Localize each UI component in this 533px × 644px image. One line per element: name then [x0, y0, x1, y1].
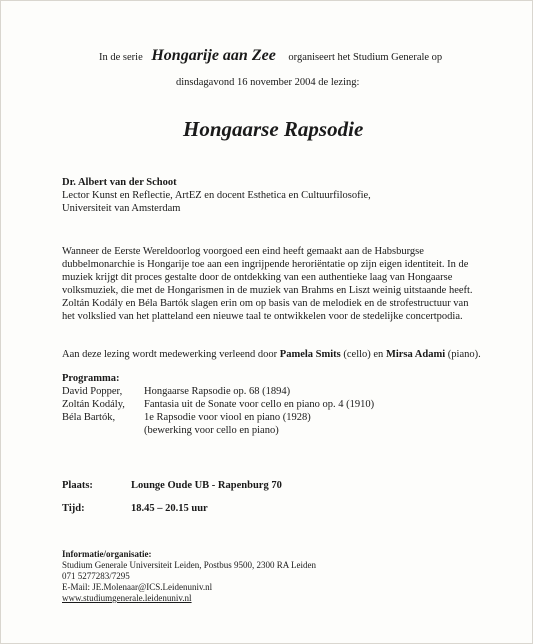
- programme-composer: David Popper,: [62, 386, 123, 397]
- cooperation-line: [62, 348, 481, 361]
- programme-composer: Béla Bartók,: [62, 412, 116, 423]
- time-value: 18.45 – 20.15 uur: [131, 503, 208, 514]
- programme-composer: Zoltán Kodály,: [62, 399, 125, 410]
- programme-list: [62, 385, 374, 437]
- description-line: het volkslied van het platteland een nieuwe taal te ontwikkelen voor de stedelijke concertpodia.: [62, 311, 463, 322]
- programme-item: [62, 385, 374, 398]
- programme-heading: Programma:: [62, 373, 120, 384]
- description-line: volksmuziek, die met de Hongarismen in de muziek van Brahms en Liszt weinig uitstaande heeft.: [62, 285, 473, 296]
- info-email[interactable]: E-Mail: JE.Molenaar@ICS.Leidenuniv.nl: [62, 582, 213, 592]
- series-suffix: organiseert het Studium Generale op: [288, 52, 443, 63]
- info-website-link[interactable]: www.studiumgenerale.leidenuniv.nl: [62, 593, 192, 603]
- performer-name: Mirsa Adami: [385, 349, 446, 360]
- performer-instrument: (piano).: [447, 349, 481, 360]
- description-line: muziek krijgt dit proces gestalte door de ontdekking van een authentieke laag van Hongaarse: [62, 272, 453, 283]
- programme-work: Hongaarse Rapsodie op. 68 (1894): [144, 386, 291, 397]
- programme-note-row: [62, 424, 374, 437]
- info-phone: 071 5277283/7295: [62, 571, 130, 581]
- info-heading: Informatie/organisatie:: [62, 549, 152, 559]
- lecture-title: Hongaarse Rapsodie: [183, 117, 364, 141]
- performer-name: Pamela Smits: [279, 349, 341, 360]
- description-line: Wanneer de Eerste Wereldoorlog voorgoed een eind heeft gemaakt aan de Habsburgse: [62, 246, 424, 257]
- programme-work: 1e Rapsodie voor viool en piano (1928): [144, 412, 311, 423]
- series-name: Hongarije aan Zee: [151, 47, 276, 64]
- performer-instrument: (cello) en: [343, 349, 384, 360]
- time-label: Tijd:: [62, 503, 85, 514]
- description-line: Zoltán Kodály en Béla Bartók slagen erin om op basis van de melodiek en de strofestructuur van: [62, 298, 469, 309]
- location-value: Lounge Oude UB - Rapenburg 70: [131, 480, 282, 491]
- speaker-role-line1: Lector Kunst en Reflectie, ArtEZ en docent Esthetica en Cultuurfilosofie,: [62, 190, 371, 201]
- description-paragraph: [62, 245, 473, 323]
- programme-item: [62, 398, 374, 411]
- description-line: dubbelmonarchie is Hongarije toe aan een ingrijpende heroriëntatie op zijn eigen identiteit. In de: [62, 259, 469, 270]
- programme-note: (bewerking voor cello en piano): [144, 425, 279, 436]
- info-address: Studium Generale Universiteit Leiden, Postbus 9500, 2300 RA Leiden: [62, 560, 316, 570]
- programme-item: [62, 411, 374, 424]
- speaker-role-line2: Universiteit van Amsterdam: [62, 203, 181, 214]
- speaker-name: Dr. Albert van der Schoot: [62, 177, 177, 188]
- programme-work: Fantasia uit de Sonate voor cello en piano op. 4 (1910): [144, 399, 375, 410]
- date-line: dinsdagavond 16 november 2004 de lezing:: [176, 77, 360, 88]
- cooperation-prefix: Aan deze lezing wordt medewerking verleend door: [62, 349, 278, 360]
- series-line: [99, 49, 442, 64]
- location-label: Plaats:: [62, 480, 93, 491]
- series-prefix: In de serie: [99, 52, 143, 63]
